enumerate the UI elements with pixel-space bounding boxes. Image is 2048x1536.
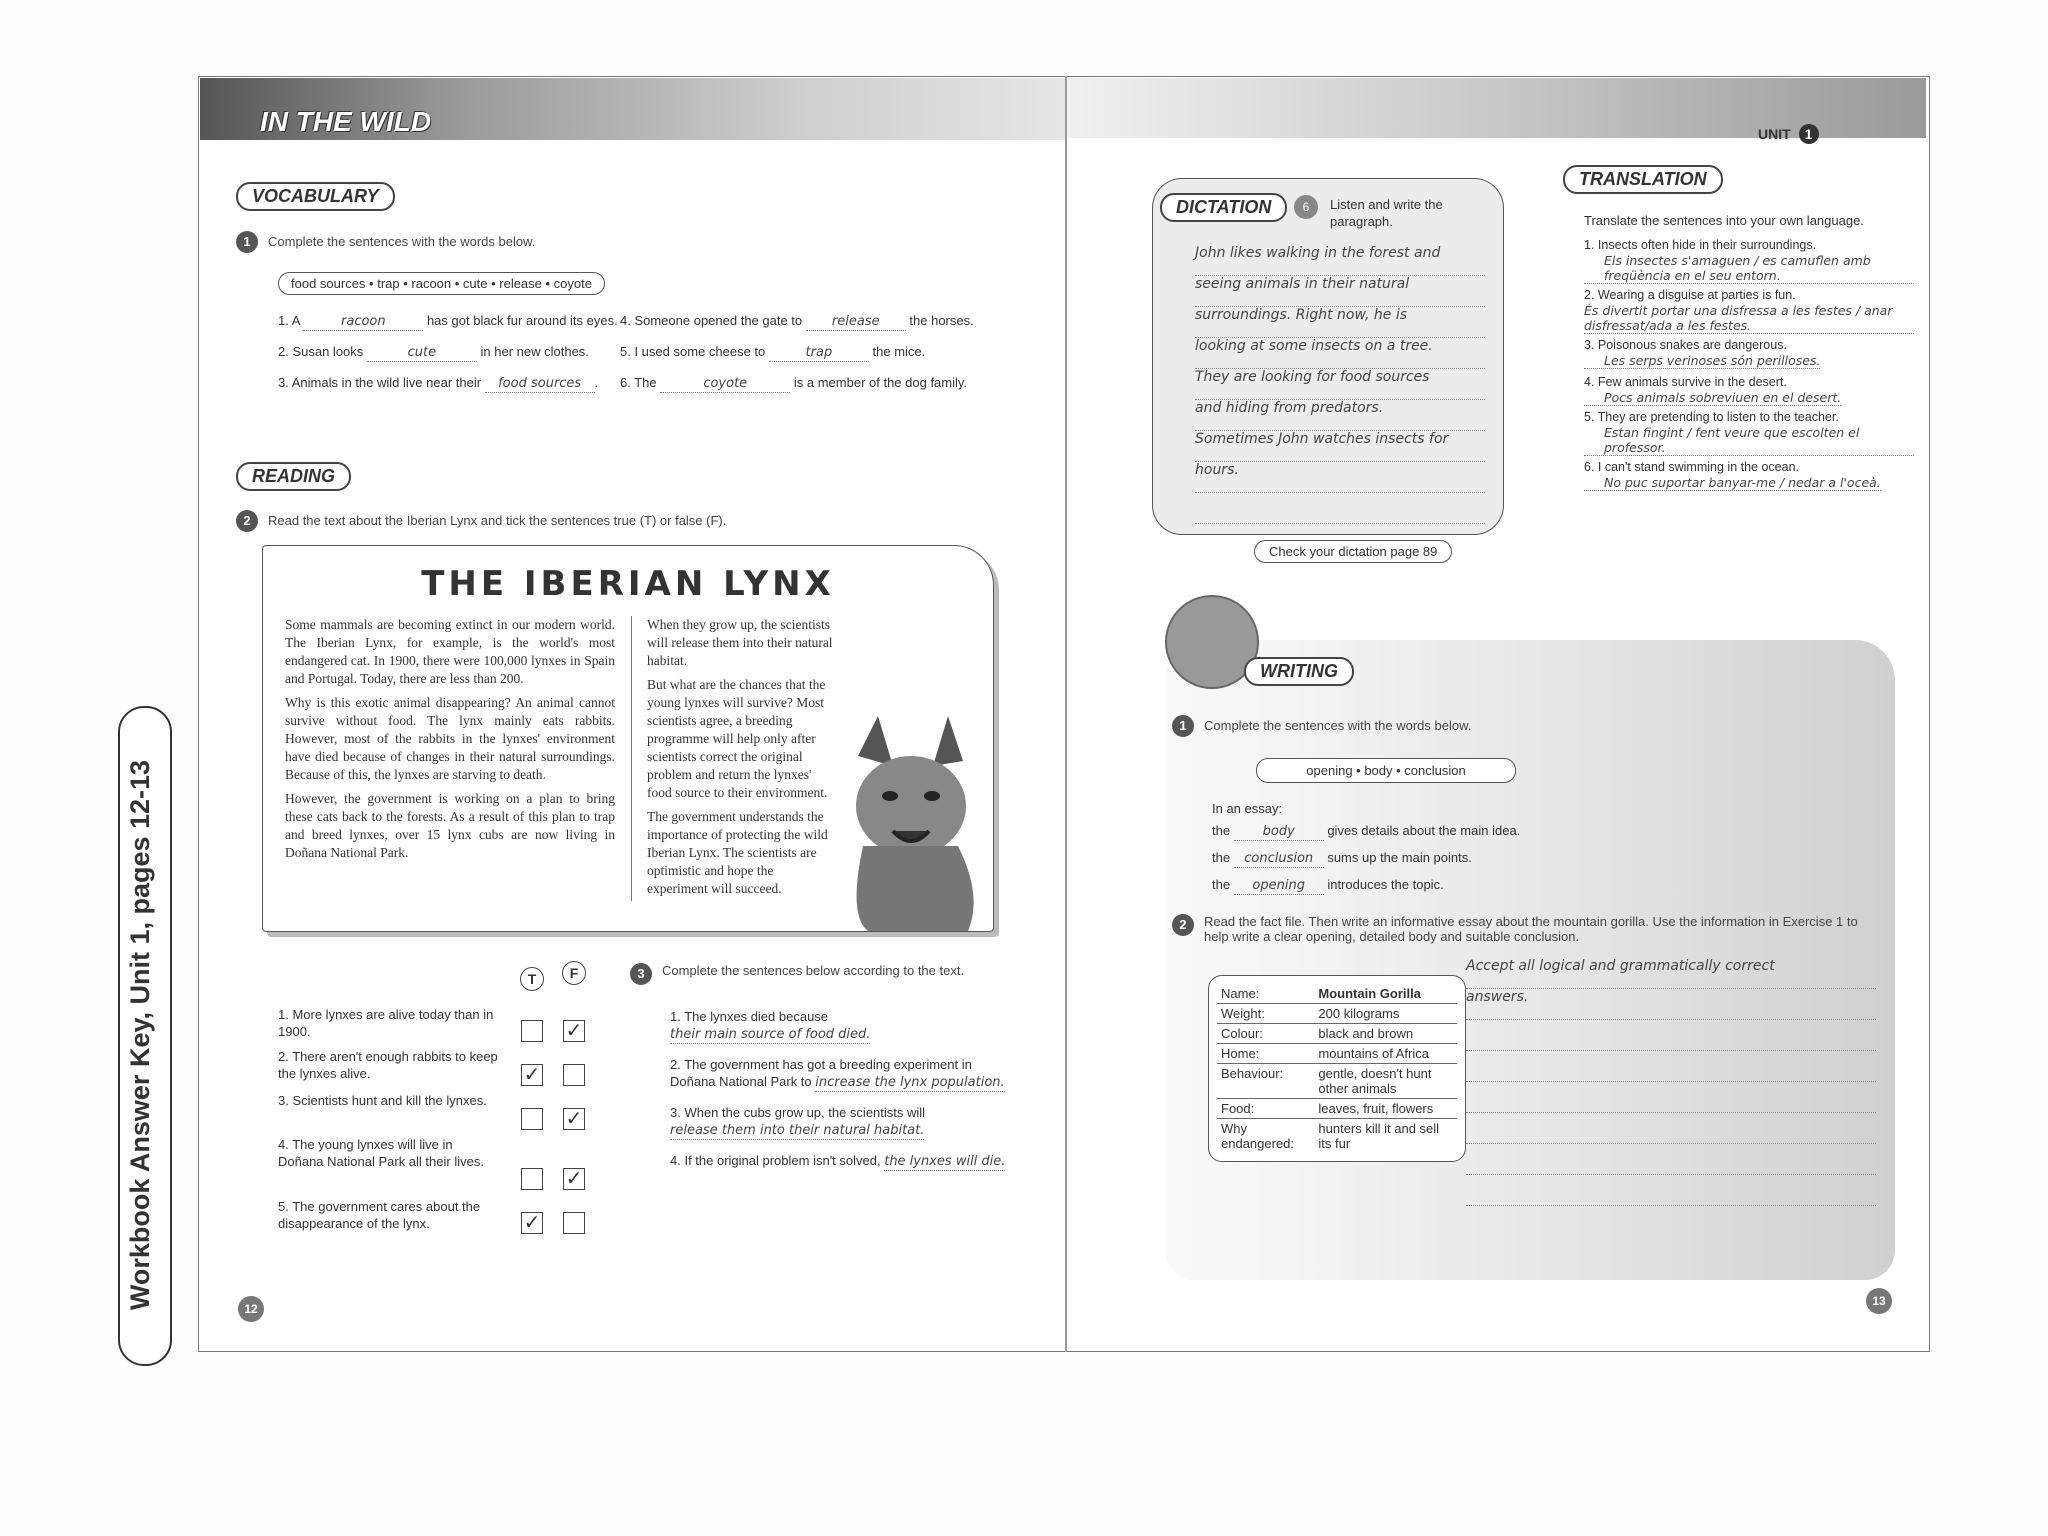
page-number-right: 13: [1866, 1288, 1892, 1314]
tf-checkbox[interactable]: ✓: [563, 1108, 585, 1130]
writing-heading: WRITING: [1244, 657, 1354, 686]
essay-answer-lines: [1466, 958, 1876, 1206]
vocab-item: 3. Animals in the wild live near their food sources .: [278, 375, 599, 391]
tf-item: 3. Scientists hunt and kill the lynxes.: [278, 1093, 487, 1108]
answer-line: [1466, 1175, 1876, 1206]
ex3-item: 1. The lynxes died because their main source of food died.: [670, 1009, 871, 1042]
vocab-list-2: [620, 312, 980, 393]
writing-instructions-1: 1 Complete the sentences with the words below.: [1172, 715, 1471, 737]
reading-instructions: 2 Read the text about the Iberian Lynx and tick the sentences true (T) or false (F).: [236, 510, 726, 532]
exercise-3-number: 3: [630, 963, 652, 985]
dictation-line: [1195, 493, 1485, 524]
tf-checkbox[interactable]: ✓: [521, 1212, 543, 1234]
writing-item: the body gives details about the main idea.: [1212, 823, 1521, 839]
writing-ex2-number: 2: [1172, 914, 1194, 936]
lynx-illustration: [838, 716, 988, 931]
translation-item: 1. Insects often hide in their surroundings. Els insectes s'amaguen / es camuflen amb freqüència en el seu entorn.: [1584, 238, 1914, 284]
translation-list: [1584, 238, 1914, 491]
tf-item: 4. The young lynxes will live in Doñana National Park all their lives.: [278, 1137, 484, 1169]
tf-f-header: F: [562, 961, 586, 985]
dictation-track-icon: 6: [1294, 195, 1318, 219]
fact-row: Why endangered: hunters kill it and sell its fur: [1221, 1121, 1440, 1151]
writing-instructions-2: 2 Read the fact file. Then write an informative essay about the mountain gorilla. Use the information in Exercise 1 to help write a clear opening, detailed body and suitable conclusion.: [1172, 914, 1872, 944]
fact-file: [1208, 975, 1466, 1162]
translation-item: 6. I can't stand swimming in the ocean. No puc suportar banyar-me / nedar a l'oceà.: [1584, 460, 1881, 490]
vocab-list: [278, 312, 648, 393]
exercise-1-number: 1: [236, 231, 258, 253]
translation-item: 4. Few animals survive in the desert. Pocs animals sobreviuen en el desert.: [1584, 375, 1842, 405]
vocab-item: 6. The coyote is a member of the dog family.: [620, 375, 968, 391]
fact-row: Weight: 200 kilograms: [1217, 1004, 1457, 1024]
article-box: [262, 545, 994, 932]
answer-line: [1466, 1144, 1876, 1175]
essay-label: In an essay:: [1212, 801, 1283, 816]
answer-line: [1466, 1051, 1876, 1082]
translation-item: 3. Poisonous snakes are dangerous. Les serps verinoses són perilloses.: [1584, 338, 1821, 368]
page-number-left: 12: [238, 1296, 264, 1322]
dictation-line: hours.: [1195, 462, 1485, 493]
tf-list: [278, 1006, 518, 1238]
dictation-line: John likes walking in the forest and: [1195, 245, 1485, 276]
tf-checkbox[interactable]: ✓: [521, 1064, 543, 1086]
tf-checkbox[interactable]: [521, 1168, 543, 1190]
ex3-instructions: 3 Complete the sentences below according to the text.: [630, 963, 990, 985]
vocab-item: 2. Susan looks cute in her new clothes.: [278, 344, 589, 360]
translation-item: 2. Wearing a disguise at parties is fun. És divertit portar una disfressa a les festes / anar disfressat/ada a les festes.: [1584, 288, 1914, 334]
dictation-lines: [1195, 245, 1485, 524]
answer-line: [1466, 1113, 1876, 1144]
tf-checkbox[interactable]: [563, 1212, 585, 1234]
dictation-line: They are looking for food sources: [1195, 369, 1485, 400]
article-col-2: When they grow up, the scientists will release them into their natural habitat. But what are the chances that the young lynxes will survive? Most scientists agree, a breeding programme will help only after scientists correct the original problem and return the lynxes' food source to their environment. The government understands the importance of protecting the wild Iberian Lynx. The scientists are optimistic and hope the experiment will succeed.: [647, 617, 833, 896]
article-col-divider: [631, 616, 632, 901]
unit-number: 1: [1799, 124, 1819, 144]
banner: [200, 78, 1065, 140]
answer-line: answers.: [1466, 989, 1876, 1020]
side-label: Workbook Answer Key, Unit 1, pages 12-13: [125, 759, 155, 1311]
dictation-line: looking at some insects on a tree.: [1195, 338, 1485, 369]
fact-row: Colour: black and brown: [1217, 1024, 1457, 1044]
tf-checkbox[interactable]: [521, 1020, 543, 1042]
tf-checkbox[interactable]: [521, 1108, 543, 1130]
tf-checkbox[interactable]: ✓: [563, 1020, 585, 1042]
vocab-item: 1. A racoon has got black fur around its eyes.: [278, 313, 618, 329]
translation-heading: TRANSLATION: [1563, 165, 1723, 194]
dictation-check-note: Check your dictation page 89: [1254, 540, 1452, 563]
exercise-2-number: 2: [236, 510, 258, 532]
answer-line: [1466, 1020, 1876, 1051]
writing-word-box: opening • body • conclusion: [1256, 758, 1516, 783]
ex3-item: 2. The government has got a breeding experiment in Doñana National Park to increase the lynx population.: [670, 1057, 1005, 1090]
fact-file-table: [1217, 984, 1457, 1153]
ex3-item: 3. When the cubs grow up, the scientists will release them into their natural habitat.: [670, 1105, 926, 1138]
dictation-heading: DICTATION: [1160, 193, 1287, 222]
tf-item: 2. There aren't enough rabbits to keep the lynxes alive.: [278, 1049, 498, 1081]
unit-label: UNIT 1: [1758, 124, 1819, 144]
article-col-1: Some mammals are becoming extinct in our modern world. The Iberian Lynx, for example, is the world's most endangered cat. In 1900, there were 100,000 lynxes in Spain and Portugal. Today, there are less than 200. Why is this exotic animal disappearing? An animal cannot survive without food. The lynx mainly eats rabbits. However, most of the rabbits in the lynxes' environment have died because of changes in their natural surroundings. Because of this, the lynxes are starving to death. However, the government is working on a plan to bring these cats back to the forests. As a result of this plan to trap and breed lynxes, over 15 lynx cubs are now living in Doñana National Park.: [285, 617, 615, 860]
dictation-line: surroundings. Right now, he is: [1195, 307, 1485, 338]
writing-item: the conclusion sums up the main points.: [1212, 850, 1472, 866]
vocab-item: 4. Someone opened the gate to release the horses.: [620, 313, 974, 329]
writing-ex1-number: 1: [1172, 715, 1194, 737]
vocabulary-heading: VOCABULARY: [236, 182, 395, 211]
fact-row: Food: leaves, fruit, flowers: [1217, 1099, 1457, 1119]
tf-checkbox[interactable]: [563, 1064, 585, 1086]
answer-line: [1466, 1082, 1876, 1113]
fact-row: Behaviour: gentle, doesn't hunt other animals: [1217, 1064, 1457, 1099]
tf-checkbox[interactable]: ✓: [563, 1168, 585, 1190]
tf-item: 5. The government cares about the disappearance of the lynx.: [278, 1199, 481, 1231]
dictation-line: Sometimes John watches insects for: [1195, 431, 1485, 462]
answer-line: Accept all logical and grammatically correct: [1466, 958, 1876, 989]
spine-divider: [1065, 76, 1067, 1352]
vocab-word-box: food sources • trap • racoon • cute • release • coyote: [278, 272, 605, 295]
fact-row: Home: mountains of Africa: [1217, 1044, 1457, 1064]
dictation-instructions: Listen and write the paragraph.: [1330, 197, 1443, 229]
translation-item: 5. They are pretending to listen to the teacher. Estan fingint / fent veure que escolten el professor.: [1584, 410, 1914, 456]
article-title: THE IBERIAN LYNX: [421, 564, 835, 604]
vocab-item: 5. I used some cheese to trap the mice.: [620, 344, 926, 360]
vocab-instructions: 1 Complete the sentences with the words below.: [236, 231, 535, 253]
tf-t-header: T: [520, 967, 544, 991]
writing-list: [1212, 822, 1632, 895]
ex3-item: 4. If the original problem isn't solved, the lynxes will die.: [670, 1153, 1006, 1169]
tf-item: 1. More lynxes are alive today than in 1900.: [278, 1007, 494, 1039]
dictation-line: seeing animals in their natural: [1195, 276, 1485, 307]
dictation-line: and hiding from predators.: [1195, 400, 1485, 431]
banner-title: IN THE WILD: [260, 106, 432, 137]
translation-instructions: Translate the sentences into your own language.: [1584, 213, 1864, 228]
ex3-list: [670, 1008, 1020, 1171]
fact-row: Name: Mountain Gorilla: [1217, 984, 1457, 1004]
reading-heading: READING: [236, 462, 351, 491]
writing-item: the opening introduces the topic.: [1212, 877, 1444, 893]
